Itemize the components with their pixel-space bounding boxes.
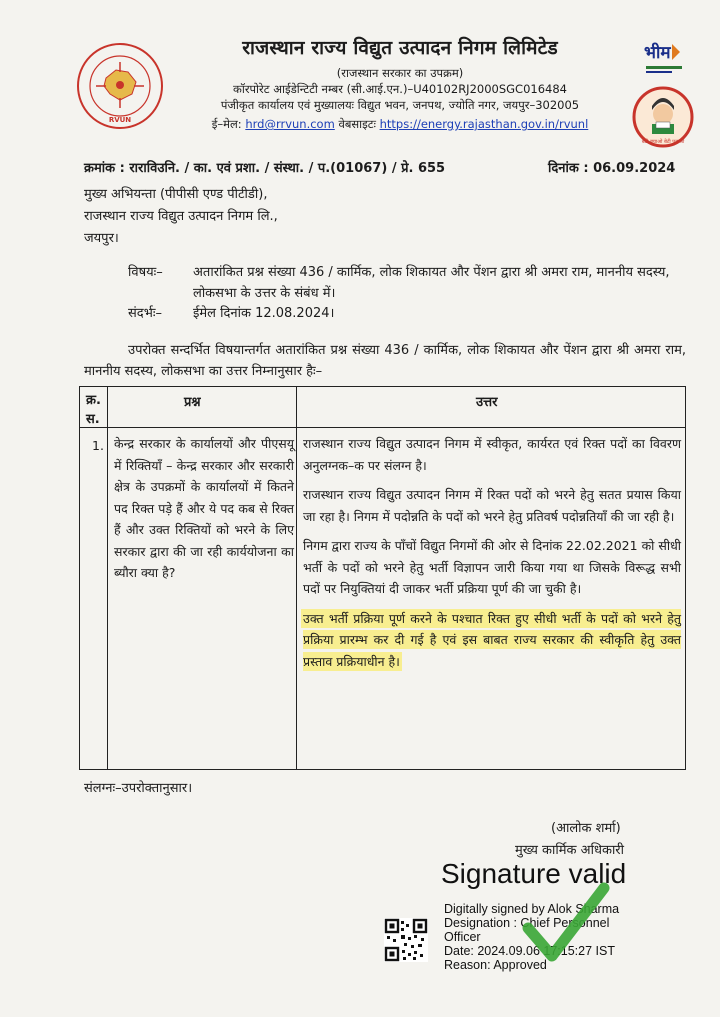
highlighted-text: उक्त भर्ती प्रक्रिया पूर्ण करने के पश्चात रिक्त हुए सीधी भर्ती के पदों को भरने हेतु प्रक्रिया प्रारम्भ कर दी गई है एवं इस बाबत राज्य सरकार की स्वीकृति हेतु उक्त प्रस्ताव प्रक्रियाधीन है। <box>303 610 681 669</box>
org-subtitle: (राजस्थान सरकार का उपक्रम) <box>336 66 464 80</box>
addressee-line: राजस्थान राज्य विद्युत उत्पादन निगम लि., <box>84 209 278 224</box>
row-serial: 1. <box>92 438 104 453</box>
reference-number: क्रमांक : राराविउनि. / का. एवं प्रशा. / संस्था. / प.(01067) / प्रे. 655 <box>84 161 446 176</box>
answer-paragraph: निगम द्वारा राज्य के पाँचों विद्युत निगमों की ओर से दिनांक 22.02.2021 को सीधी भर्ती के पदों को भरने हेतु भर्ती विज्ञापन जारी किया गया था जिसके विरूद्ध सभी पदों पर नियुक्तियां दी जाकर भर्ती प्रक्रिया पूर्ण की जा चुकी है। <box>303 538 681 596</box>
qr-code-icon <box>384 918 428 962</box>
reference-label: संदर्भः– <box>128 306 162 321</box>
reference-text: ईमेल दिनांक 12.08.2024। <box>193 306 335 321</box>
qa-table <box>79 386 686 770</box>
email-label: ई–मेल: <box>211 117 242 131</box>
signer-designation-cont: Officer <box>444 930 481 944</box>
answer-paragraph: राजस्थान राज्य विद्युत उत्पादन निगम में रिक्त पदों को भरने हेतु सतत प्रयास किया जा रहा है। निगम में पदोन्नति के पदों को भरने हेतु प्रतिवर्ष पदोन्नतियाँ की जा रही है। <box>303 487 681 524</box>
signer-designation: Designation : Chief Personnel <box>444 916 610 930</box>
subject-label: विषयः– <box>128 265 163 280</box>
addressee-line: मुख्य अभियन्ता (पीपीसी एण्ड पीटीडी), <box>84 187 268 202</box>
signed-by: Digitally signed by Alok Sharma <box>444 902 620 916</box>
header-sl-line2: स. <box>86 412 100 427</box>
bhim-logo-text: भीम <box>644 43 671 63</box>
bhim-logo-icon <box>640 34 690 84</box>
table-divider <box>107 387 108 769</box>
office-line: पंजीकृत कार्यालय एवं मुख्यालयः विद्युत भवन, जनपथ, ज्योति नगर, जयपुर–302005 <box>220 98 580 112</box>
cin-line: कॉरपोरेट आईडेन्टिटी नम्बर (सी.आई.एन.)–U40102RJ2000SGC016484 <box>233 82 567 96</box>
signature-status: Signature valid <box>441 858 627 889</box>
signatory-designation: मुख्य कार्मिक अधिकारी <box>515 843 624 858</box>
intro-paragraph: उपरोक्त सन्दर्भित विषयान्तर्गत अतारांकित प्रश्न संख्या 436 / कार्मिक, लोक शिकायत और पेंशन द्वारा श्री अमरा राम, माननीय सदस्य, लोकसभा का उत्तर निम्नानुसार हैः– <box>84 343 686 379</box>
enclosure-note: संलग्नः–उपरोक्तानुसार। <box>84 781 193 796</box>
header-sl-line1: क्र. <box>86 393 101 408</box>
email-link[interactable]: hrd@rrvun.com <box>245 117 335 131</box>
reference-date: दिनांक : 06.09.2024 <box>548 161 676 176</box>
table-divider <box>296 387 297 769</box>
answer-paragraph-highlighted <box>303 608 681 673</box>
signature-date: Date: 2024.09.06 17:15:27 IST <box>444 944 615 958</box>
subject-text: अतारांकित प्रश्न संख्या 436 / कार्मिक, लोक शिकायत और पेंशन द्वारा श्री अमरा राम, माननीय सदस्य, लोकसभा के उत्तर के संबंध में। <box>193 265 670 301</box>
website-link[interactable]: https://energy.rajasthan.gov.in/rvunl <box>379 117 589 131</box>
addressee-line: जयपुर। <box>84 231 119 246</box>
signature-reason: Reason: Approved <box>444 958 547 972</box>
row-answer <box>303 433 681 680</box>
signatory-name: (आलोक शर्मा) <box>551 821 621 836</box>
row-question: केन्द्र सरकार के कार्यालयों और पीएसयू में रिक्तियाँ – केन्द्र सरकार और सरकारी क्षेत्र के उपक्रमों के कार्यालयों में कितने पद रिक्त पड़े हैं और ये पद कब से रिक्त हैं और उक्त रिक्तियों को भरने के लिए सरकार द्वारा की जा रही कार्ययोजना का ब्यौरा क्या है? <box>114 436 294 580</box>
beti-bachao-logo-icon <box>632 86 694 148</box>
answer-paragraph: राजस्थान राज्य विद्युत उत्पादन निगम में स्वीकृत, कार्यरत एवं रिक्त पदों का विवरण अनुलग्नक–क पर संलग्न है। <box>303 436 681 473</box>
contact-line <box>150 117 650 132</box>
website-label: वेबसाइटः <box>338 117 376 131</box>
header-answer: उत्तर <box>476 395 498 410</box>
table-divider <box>80 427 685 428</box>
rvun-logo-abbr: RVUN <box>108 116 132 124</box>
org-name: राजस्थान राज्य विद्युत उत्पादन निगम लिमिटेड <box>242 37 558 59</box>
header-question: प्रश्न <box>184 395 201 410</box>
checkmark-icon <box>520 880 610 970</box>
beti-logo-text: बेटी बचाओ बेटी पढ़ाओ <box>641 139 685 145</box>
